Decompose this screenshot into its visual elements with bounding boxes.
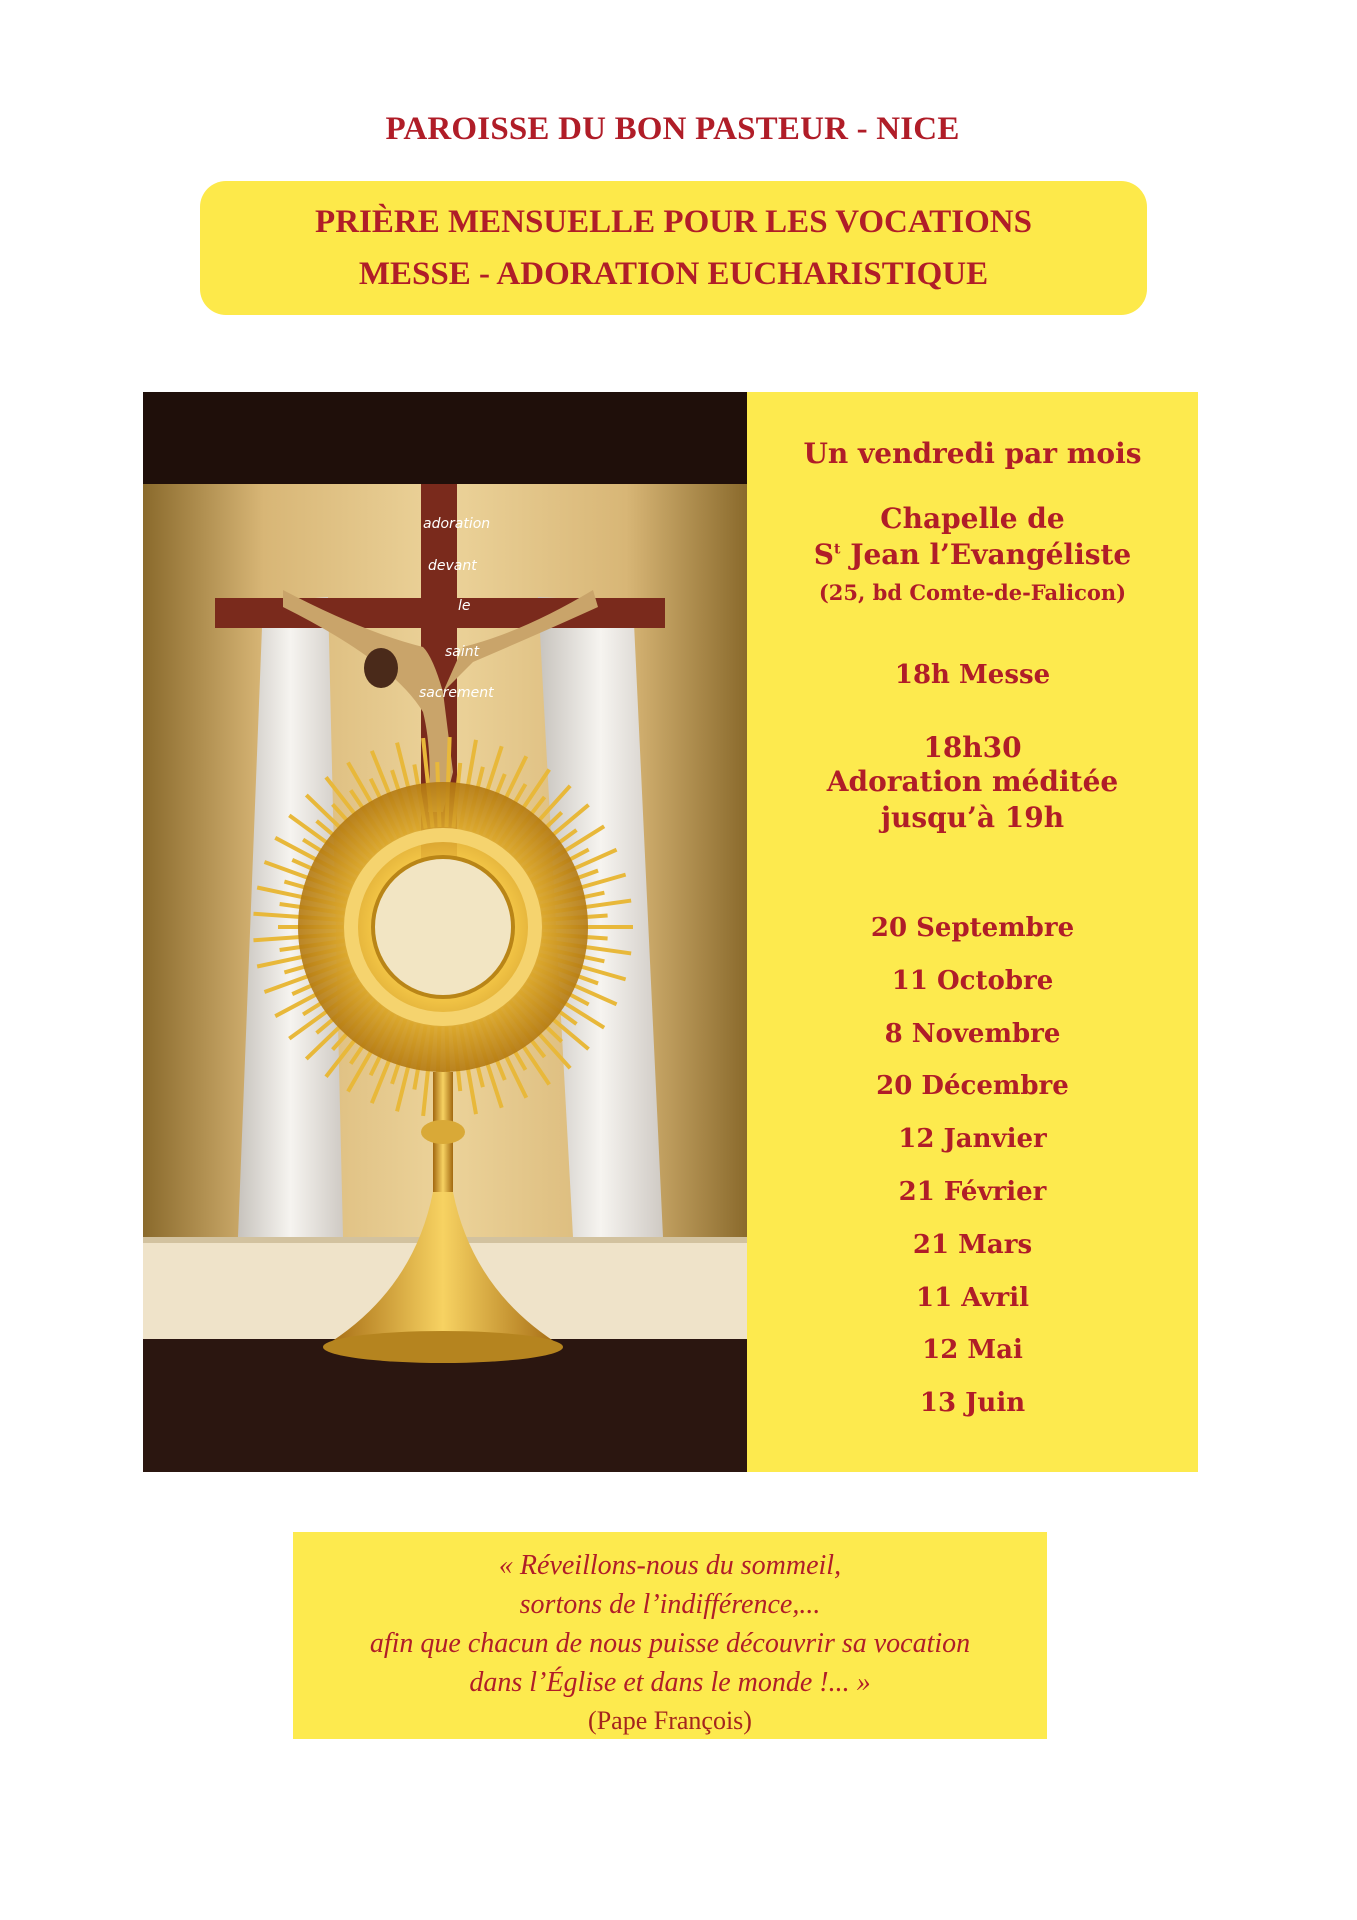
date-item: 21 Février	[898, 1177, 1047, 1207]
mass-time: 18h Messe	[894, 660, 1051, 690]
date-item: 11 Avril	[916, 1282, 1029, 1313]
chapel-line-2	[747, 538, 1198, 571]
frequency-text: Un vendredi par mois	[803, 437, 1142, 470]
date-item: 20 Septembre	[870, 913, 1075, 943]
monstrance-photo	[143, 392, 747, 1472]
cross-inscription-1: adoration	[423, 516, 491, 532]
date-item: 12 Janvier	[898, 1124, 1047, 1155]
parish-name: PAROISSE DU BON PASTEUR - NICE	[385, 111, 960, 147]
date-item: 20 Décembre	[876, 1071, 1069, 1102]
quote-box	[293, 1532, 1047, 1739]
date-item: 13 Juin	[919, 1388, 1026, 1419]
chapel-line-1: Chapelle de	[880, 502, 1065, 535]
chapel-saint-sup: t	[834, 541, 841, 558]
title-banner	[200, 181, 1147, 315]
chapel-saint-prefix: S	[813, 538, 835, 571]
monstrance-illustration	[143, 392, 747, 1472]
cross-inscription-4: saint	[445, 644, 480, 660]
date-item: 21 Mars	[912, 1229, 1033, 1260]
adoration-until: jusqu’à 19h	[880, 801, 1065, 834]
title-line-1: PRIÈRE MENSUELLE POUR LES VOCATIONS	[315, 204, 1032, 240]
adoration-label: Adoration méditée	[826, 765, 1119, 798]
chapel-address: (25, bd Comte-de-Falicon)	[818, 580, 1127, 605]
title-line-2: MESSE - ADORATION EUCHARISTIQUE	[358, 256, 989, 292]
cross-inscription-3: le	[458, 598, 471, 614]
quote-line-2: sortons de l’indifférence,...	[519, 1589, 821, 1620]
quote-line-3: afin que chacun de nous puisse découvrir sa vocation	[369, 1628, 971, 1659]
date-item: 8 Novembre	[884, 1018, 1061, 1049]
date-item: 11 Octobre	[891, 965, 1054, 996]
cross-inscription-5: sacrement	[419, 685, 494, 701]
quote-author: (Pape François)	[588, 1706, 752, 1735]
quote-line-4: dans l’Église et dans le monde !... »	[469, 1667, 871, 1698]
quote-line-1: « Réveillons-nous du sommeil,	[498, 1550, 842, 1581]
adoration-time: 18h30	[923, 731, 1022, 764]
date-item: 12 Mai	[922, 1335, 1023, 1366]
chapel-name: Jean l’Evangéliste	[840, 538, 1132, 571]
cross-inscription-2: devant	[428, 558, 477, 574]
